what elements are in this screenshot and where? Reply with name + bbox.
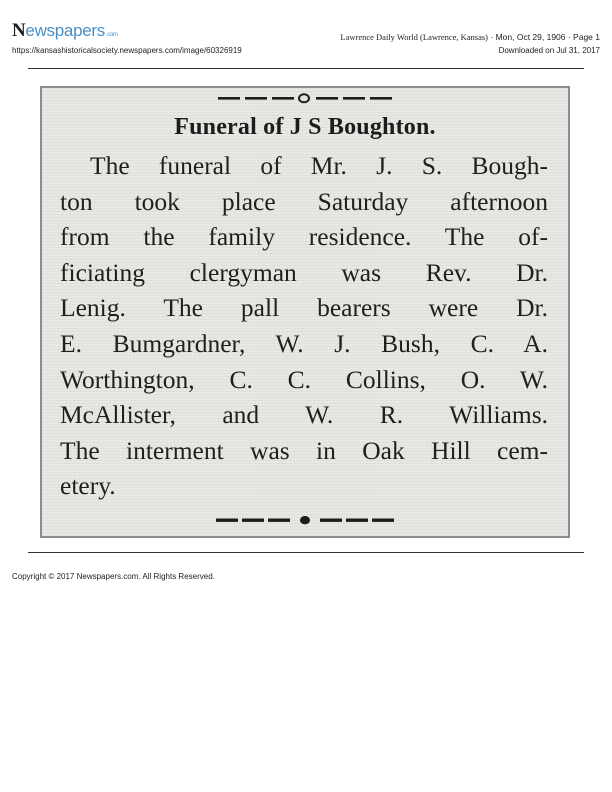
publication-date-page: · Mon, Oct 29, 1906 · Page 1 bbox=[488, 32, 600, 42]
publication-name: Lawrence Daily World (Lawrence, Kansas) bbox=[340, 32, 489, 42]
newspapers-logo[interactable] bbox=[12, 20, 118, 42]
article-line: The interment was in Oak Hill cem- bbox=[60, 435, 548, 465]
article-line: Lenig. The pall bearers were Dr. bbox=[60, 293, 548, 323]
article-line: McAllister, and W. R. Williams. bbox=[60, 400, 548, 430]
article-line: etery. bbox=[60, 471, 116, 501]
copyright-notice: Copyright © 2017 Newspapers.com. All Rights Reserved. bbox=[12, 572, 215, 581]
top-ornament-rule bbox=[42, 92, 568, 104]
article-line: Worthington, C. C. Collins, O. W. bbox=[60, 364, 548, 394]
article-line: The funeral of Mr. J. S. Bough- bbox=[90, 151, 548, 180]
source-url[interactable]: https://kansashistoricalsociety.newspapers.com/image/60326919 bbox=[12, 46, 242, 55]
logo-wordmark: ewspapers bbox=[25, 21, 105, 40]
download-date: Downloaded on Jul 31, 2017 bbox=[498, 46, 600, 55]
article-line: from the family residence. The of- bbox=[60, 222, 548, 252]
logo-suffix: .com bbox=[105, 32, 118, 38]
article-line: E. Bumgardner, W. J. Bush, C. A. bbox=[60, 328, 548, 358]
top-divider bbox=[28, 68, 584, 69]
bottom-divider bbox=[28, 552, 584, 553]
article-line: ficiating clergyman was Rev. Dr. bbox=[60, 257, 548, 287]
logo-initial: N bbox=[12, 20, 26, 41]
bottom-ornament-rule bbox=[42, 514, 568, 526]
newspaper-clipping bbox=[40, 86, 570, 538]
article-headline: Funeral of J S Boughton. bbox=[174, 114, 436, 140]
article-line: ton took place Saturday afternoon bbox=[60, 186, 548, 216]
article-body bbox=[60, 148, 548, 504]
publication-info bbox=[340, 32, 600, 42]
